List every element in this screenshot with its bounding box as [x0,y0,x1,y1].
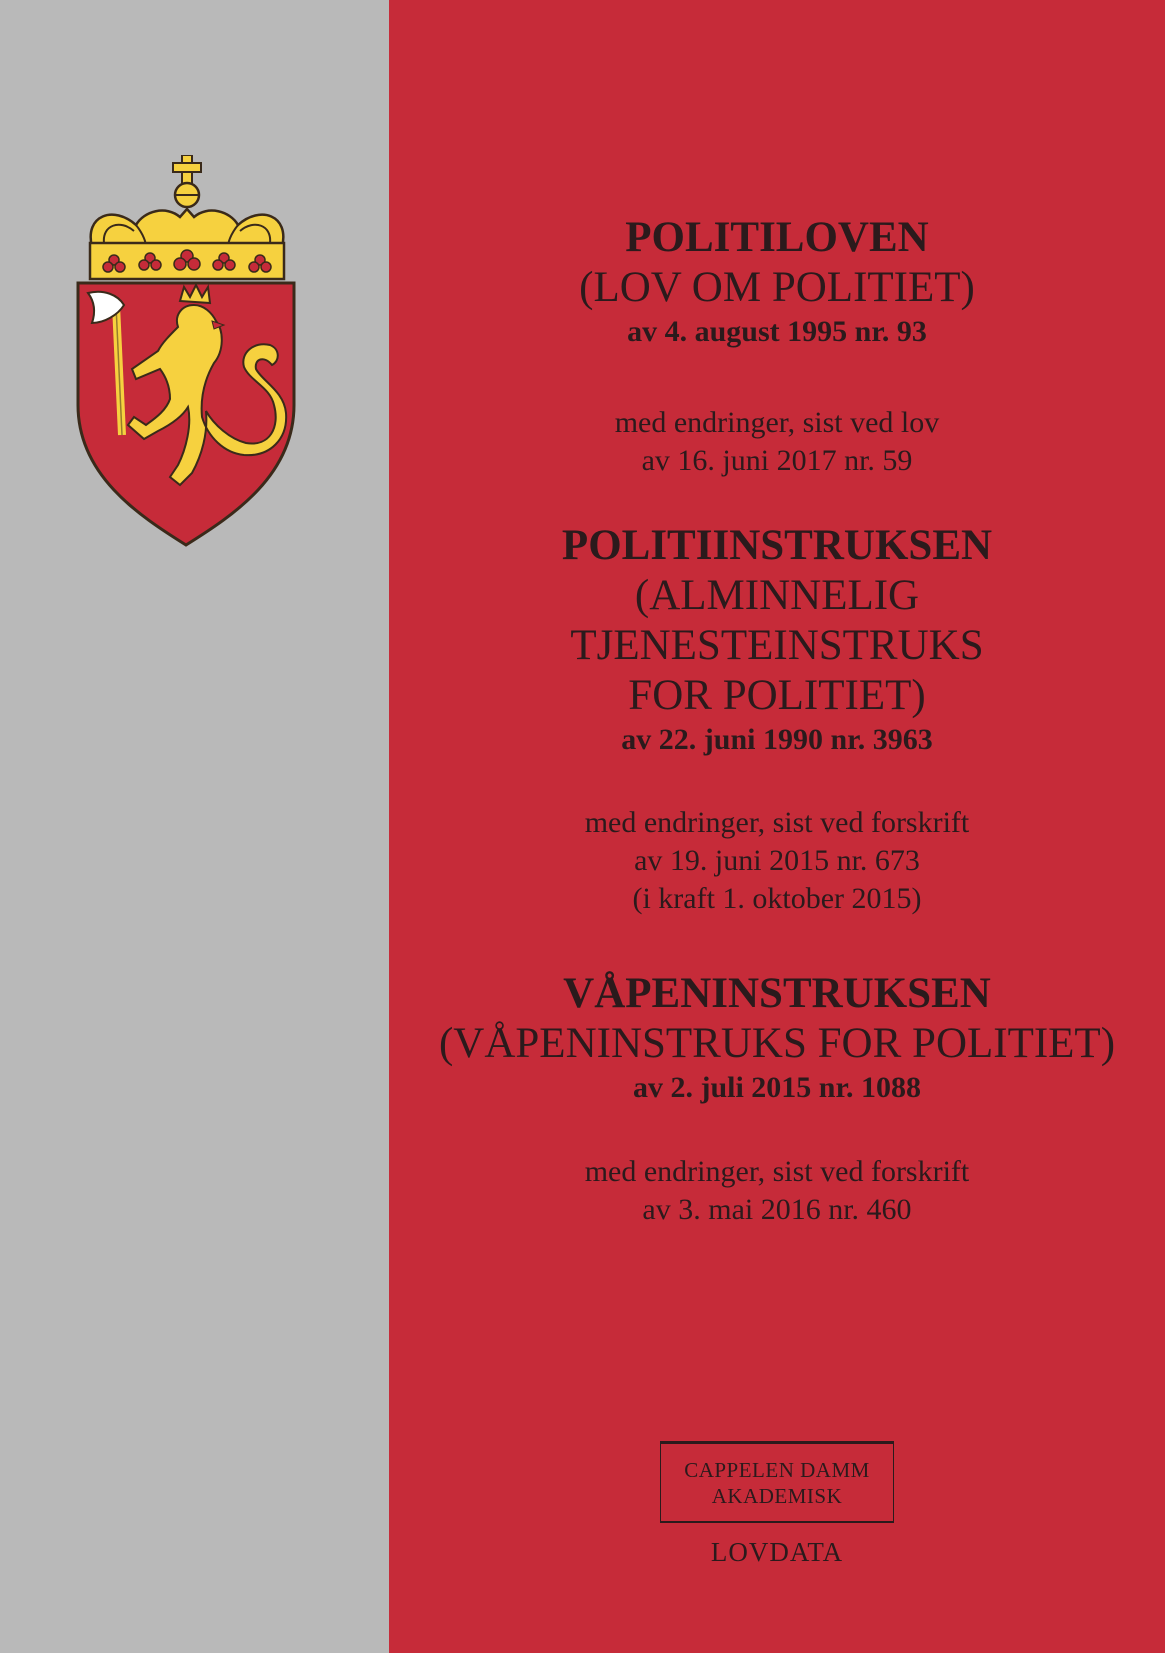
date-politiloven: av 4. august 1995 nr. 93 [627,315,927,348]
subtitle-line: FOR POLITIET) [628,672,926,719]
politiinstruksen-heading [389,521,1165,759]
subtitle-vapeninstruks: (VÅPENINSTRUKS FOR POLITIET) [438,1020,1116,1067]
subtitle-lov-om-politiet: (LOV OM POLITIET) [579,264,975,311]
amend-line: av 3. mai 2016 nr. 460 [642,1193,912,1226]
date-vapeninstruksen: av 2. juli 2015 nr. 1088 [632,1071,922,1104]
amend-line: med endringer, sist ved forskrift [584,806,970,839]
publisher-logo [660,1441,894,1523]
vapeninstruksen-heading [389,969,1165,1107]
politiloven-heading [389,213,1165,351]
title-politiinstruksen: POLITIINSTRUKSEN [561,522,993,569]
amend-line: (i kraft 1. oktober 2015) [632,882,922,915]
vapeninstruksen-amendments [389,1153,1165,1229]
amend-line: av 19. juni 2015 nr. 673 [634,844,920,877]
politiinstruksen-amendments [389,804,1165,918]
amend-line: av 16. juni 2017 nr. 59 [641,444,913,477]
amend-line: med endringer, sist ved lov [614,406,940,439]
publisher-logo-line: CAPPELEN DAMM [684,1458,870,1482]
title-politiloven: POLITILOVEN [625,214,929,261]
amend-line: med endringer, sist ved forskrift [584,1155,970,1188]
subtitle-line: TJENESTEINSTRUKS [570,622,984,669]
norwegian-coat-of-arms-icon [74,155,298,547]
title-vapeninstruksen: VÅPENINSTRUKSEN [563,970,991,1017]
date-politiinstruksen: av 22. juni 1990 nr. 3963 [621,723,933,756]
imprint-lovdata: LOVDATA [710,1537,844,1567]
subtitle-line: (ALMINNELIG [634,572,920,619]
politiloven-amendments [389,404,1165,480]
publisher-logo-line: AKADEMISK [711,1484,843,1508]
